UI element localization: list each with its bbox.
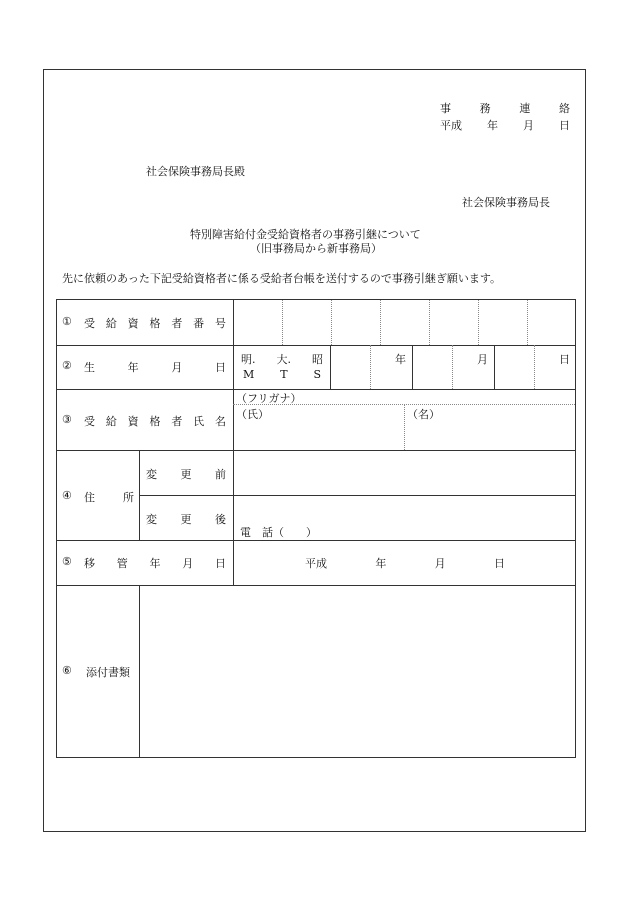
address-after-label: 変 更 後 (146, 513, 226, 526)
row4-number: ④ (62, 489, 72, 502)
title-line-2: （旧事務局から新事務局） (250, 242, 382, 255)
row1-number: ① (62, 315, 72, 328)
birth-day-unit: 日 (559, 353, 570, 366)
birth-year-unit: 年 (395, 353, 406, 366)
row1-label: 受 給 資 格 者 番 号 (84, 317, 226, 330)
title-line-1: 特別障害給付金受給資格者の事務引継について (190, 228, 421, 241)
birth-month-unit: 月 (477, 353, 488, 366)
row2-label: 生 年 月 日 (84, 361, 226, 374)
given-name-label: （名） (407, 408, 440, 421)
doc-type-label: 事 務 連 絡 (440, 102, 570, 115)
intro-text: 先に依頼のあった下記受給資格者に係る受給者台帳を送付するので事務引継ぎ願います。 (62, 272, 502, 285)
sender: 社会保険事務局長 (462, 196, 550, 209)
address-before-label: 変 更 前 (146, 468, 226, 481)
surname-label: （氏） (236, 408, 269, 421)
row6-number: ⑥ (62, 664, 72, 677)
era-letters: M T S (243, 368, 321, 381)
row6-label: 添付書類 (86, 666, 130, 679)
addressee: 社会保険事務局長殿 (146, 165, 245, 178)
transfer-date: 平成 年 月 日 (305, 557, 505, 570)
row3-number: ③ (62, 413, 72, 426)
furigana-label: （フリガナ） (236, 392, 302, 405)
row2-number: ② (62, 359, 72, 372)
row4-label: 住 所 (84, 491, 134, 504)
row5-number: ⑤ (62, 555, 72, 568)
phone-label: 電 話（ ） (240, 526, 317, 539)
era-options: 明. 大. 昭 (241, 353, 323, 366)
header-date: 平成 年 月 日 (440, 119, 570, 132)
row3-label: 受 給 資 格 者 氏 名 (84, 415, 226, 428)
row5-label: 移 管 年 月 日 (84, 557, 226, 570)
